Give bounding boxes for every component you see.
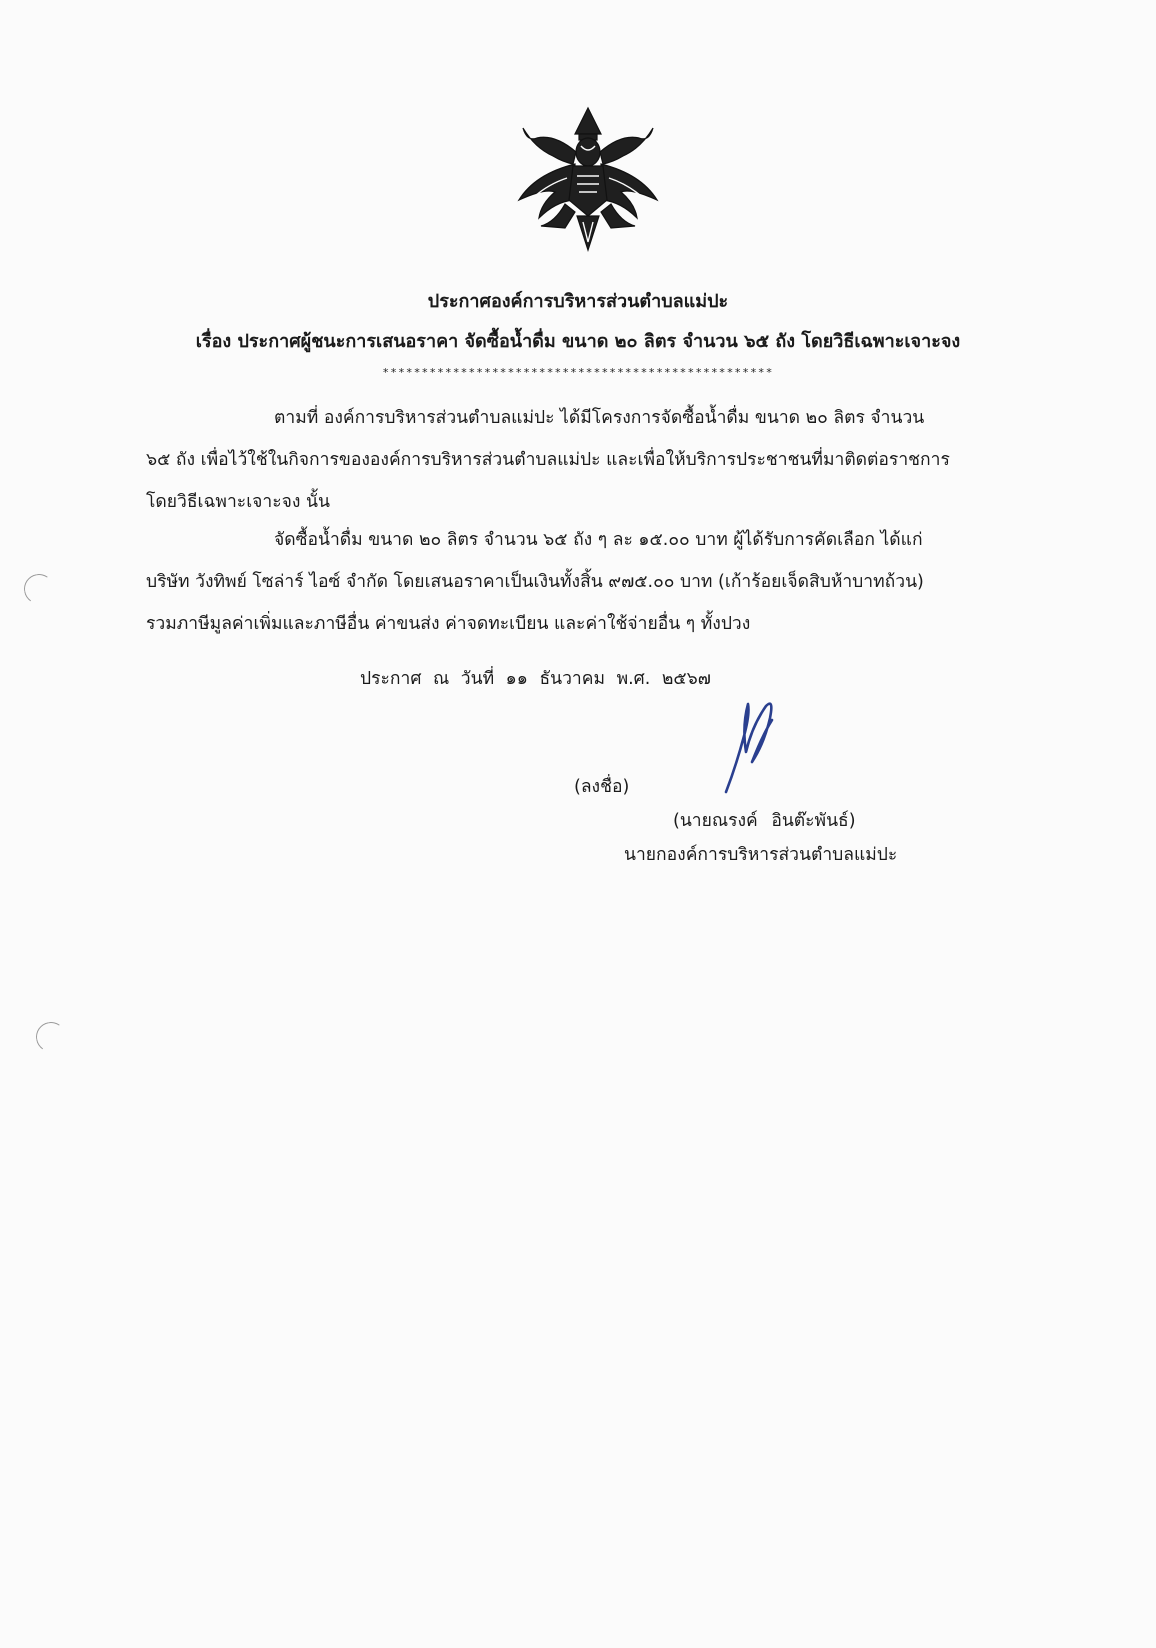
punch-hole-mark bbox=[22, 572, 57, 607]
paragraph-line: บริษัท วังทิพย์ โซล่าร์ ไอซ์ จำกัด โดยเสนอราคาเป็นเงินทั้งสิ้น ๙๗๕.๐๐ บาท (เก้าร้อยเจ็ดสิบห้าบาทถ้วน) bbox=[146, 572, 924, 592]
asterisk-divider: ************************************************** bbox=[382, 366, 774, 379]
punch-hole-mark bbox=[34, 1020, 69, 1055]
signer-title: นายกองค์การบริหารส่วนตำบลแม่ปะ bbox=[624, 845, 898, 865]
announcement-date: ประกาศ ณ วันที่ ๑๑ ธันวาคม พ.ศ. ๒๕๖๗ bbox=[360, 669, 711, 689]
paragraph-line: โดยวิธีเฉพาะเจาะจง นั้น bbox=[146, 492, 330, 512]
handwritten-signature bbox=[722, 696, 792, 796]
paragraph-project bbox=[146, 397, 1051, 523]
paragraph-line: ตามที่ องค์การบริหารส่วนตำบลแม่ปะ ได้มีโครงการจัดซื้อน้ำดื่ม ขนาด ๒๐ ลิตร จำนวน bbox=[274, 408, 925, 428]
paragraph-line: จัดซื้อน้ำดื่ม ขนาด ๒๐ ลิตร จำนวน ๖๕ ถัง ๆ ละ ๑๕.๐๐ บาท ผู้ได้รับการคัดเลือก ได้แก่ bbox=[274, 530, 923, 550]
garuda-emblem-icon bbox=[515, 104, 661, 252]
document-title: ประกาศองค์การบริหารส่วนตำบลแม่ปะ bbox=[427, 291, 729, 312]
signed-label: (ลงชื่อ) bbox=[574, 777, 630, 797]
document-subject: เรื่อง ประกาศผู้ชนะการเสนอราคา จัดซื้อน้ำดื่ม ขนาด ๒๐ ลิตร จำนวน ๖๕ ถัง โดยวิธีเฉพาะเจาะจง bbox=[195, 331, 961, 352]
paragraph-line: รวมภาษีมูลค่าเพิ่มและภาษีอื่น ค่าขนส่ง ค่าจดทะเบียน และค่าใช้จ่ายอื่น ๆ ทั้งปวง bbox=[146, 614, 751, 634]
paragraph-line: ๖๕ ถัง เพื่อไว้ใช้ในกิจการขององค์การบริหารส่วนตำบลแม่ปะ และเพื่อให้บริการประชาชนที่มาติดต่อราชการ bbox=[146, 450, 950, 470]
paragraph-winner bbox=[146, 519, 1051, 645]
signer-name: (นายณรงค์ อินต๊ะพันธ์) bbox=[673, 811, 856, 831]
